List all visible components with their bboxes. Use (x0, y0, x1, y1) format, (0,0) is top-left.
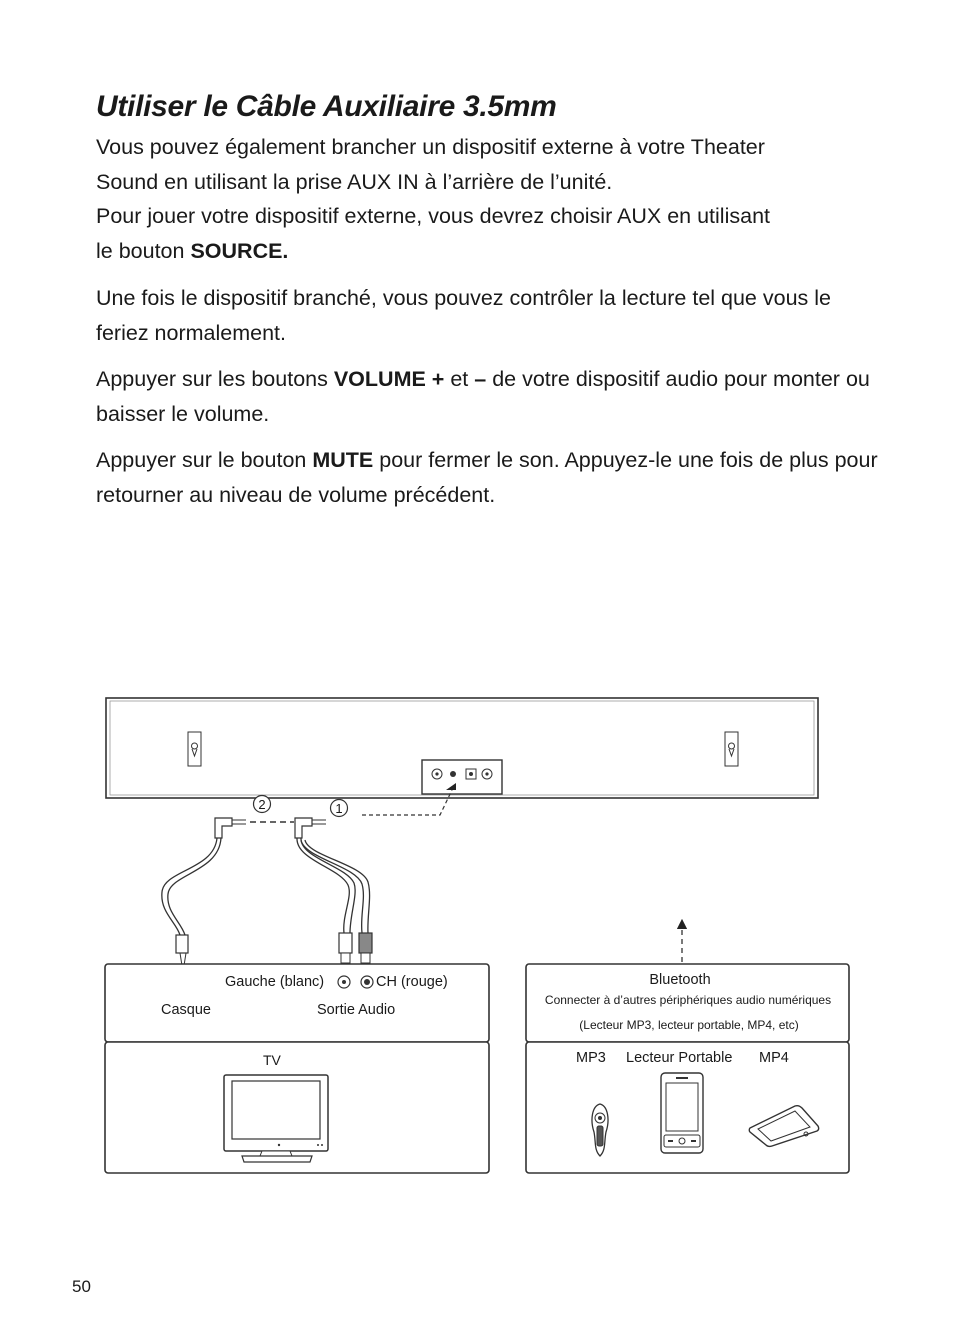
page-title: Utiliser le Câble Auxiliaire 3.5mm (96, 90, 557, 123)
callout-2 (254, 796, 271, 813)
mute-button-name: MUTE (312, 448, 374, 472)
volume-minus-name: – (474, 367, 487, 391)
right-red-label: CH (rouge) (376, 974, 448, 990)
volume-text-before: Appuyer sur les boutons (96, 367, 334, 391)
paragraph-mute (96, 443, 886, 512)
paragraph-volume (96, 362, 886, 431)
connection-diagram (0, 690, 954, 1190)
rear-connector-panel (422, 760, 502, 794)
volume-plus-name: VOLUME + (333, 367, 445, 391)
callout-1 (331, 800, 348, 817)
audio-out-label: Sortie Audio (317, 1002, 396, 1018)
paragraph-control: Une fois le dispositif branché, vous pouvez contrôler la lecture tel que vous le feriez normalement. (96, 286, 831, 345)
paragraph-intro (96, 130, 886, 268)
callout-1-label: 1 (335, 801, 343, 816)
source-button-name: SOURCE. (190, 238, 289, 263)
wall-mount-hole-right-icon (725, 732, 738, 766)
callout-2-label: 2 (258, 797, 266, 812)
left-white-label: Gauche (blanc) (225, 974, 325, 990)
wall-mount-hole-left-icon (188, 732, 201, 766)
intro-line-2: Sound en utilisant la prise AUX IN à l’arrière de l’unité. (96, 169, 613, 194)
tv-label: TV (263, 1052, 281, 1068)
portable-player-icon (661, 1073, 703, 1153)
intro-line-4-text: le bouton (96, 238, 191, 263)
mp3-label: MP3 (576, 1050, 606, 1066)
mute-text-before: Appuyer sur le bouton (96, 448, 313, 472)
aux-to-rca-cable (295, 818, 372, 963)
headphone-label: Casque (161, 1002, 211, 1018)
bluetooth-label: Bluetooth (649, 972, 711, 988)
mp4-label: MP4 (759, 1050, 789, 1066)
intro-line-1: Vous pouvez également brancher un dispositif externe à votre Theater (96, 135, 765, 159)
bluetooth-connect-text: Connecter à d’autres périphériques audio numériques (544, 993, 832, 1007)
volume-text-mid: et (444, 367, 475, 391)
tv-icon (224, 1075, 328, 1162)
page-number: 50 (72, 1277, 91, 1296)
headphone-cable (162, 818, 246, 972)
intro-line-3: Pour jouer votre dispositif externe, vous devrez choisir AUX en utilisant (96, 204, 770, 228)
volume-text-after: de votre dispositif audio pour monter ou baisser le volume. (96, 367, 870, 426)
bluetooth-examples-text: (Lecteur MP3, lecteur portable, MP4, etc) (579, 1018, 799, 1032)
portable-player-label: Lecteur Portable (626, 1050, 733, 1066)
mute-text-after: pour fermer le son. Appuyez-le une fois de plus pour retourner au niveau de volume précédent. (96, 448, 878, 507)
